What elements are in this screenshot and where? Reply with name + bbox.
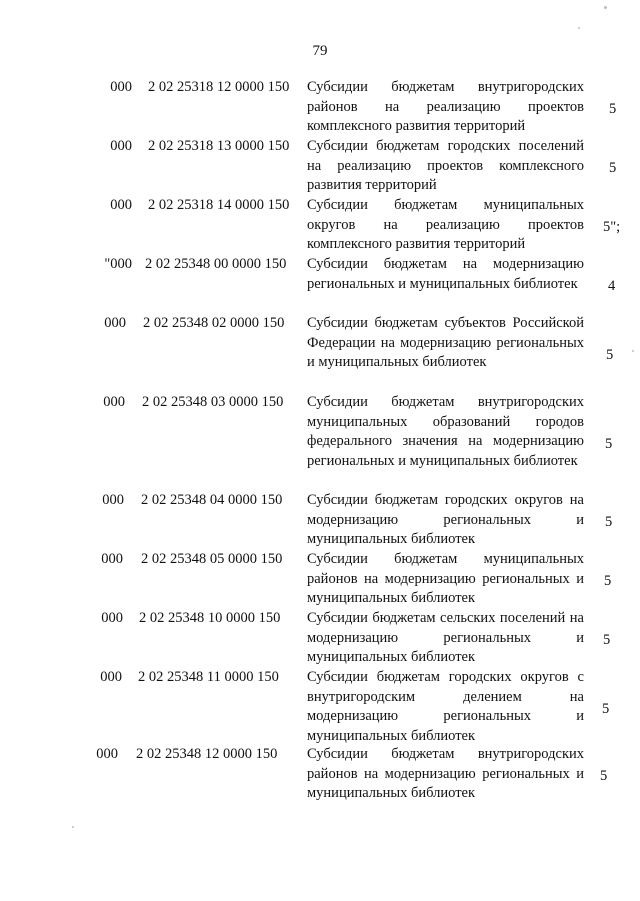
- admin-code: "000: [104, 256, 132, 272]
- budget-classification-code: 2 02 25348 04 0000 150: [141, 492, 283, 508]
- budget-classification-code: 2 02 25348 02 0000 150: [143, 315, 285, 331]
- value-cell: 5: [605, 436, 613, 452]
- value-cell: 4: [608, 278, 616, 294]
- revenue-name: Субсидии бюджетам внутригородских районов на модернизацию региональных и муниципальных библиотек: [307, 746, 584, 801]
- budget-classification-code: 2 02 25348 05 0000 150: [141, 551, 283, 567]
- value-cell: 5: [602, 701, 610, 717]
- value-cell: 5: [604, 573, 612, 589]
- admin-code: 000: [101, 610, 123, 626]
- budget-classification-code: 2 02 25318 14 0000 150: [148, 197, 290, 213]
- budget-classification-code: 2 02 25348 03 0000 150: [142, 394, 284, 410]
- admin-code: 000: [110, 138, 132, 154]
- scan-speck: [578, 27, 580, 29]
- admin-code: 000: [101, 551, 123, 567]
- admin-code: 000: [103, 394, 125, 410]
- value-cell: 5: [609, 160, 617, 176]
- value-cell: 5: [606, 347, 614, 363]
- value-cell: 5: [609, 101, 617, 117]
- value-cell: 5: [603, 632, 611, 648]
- value-cell: 5: [600, 768, 608, 784]
- page-number: 79: [312, 43, 328, 59]
- admin-code: 000: [102, 492, 124, 508]
- budget-classification-code: 2 02 25348 10 0000 150: [139, 610, 281, 626]
- revenue-name: Субсидии бюджетам сельских поселений на модернизацию региональных и муниципальных библиотек: [307, 610, 584, 665]
- value-cell: 5: [605, 514, 613, 530]
- admin-code: 000: [96, 746, 118, 762]
- admin-code: 000: [110, 79, 132, 95]
- budget-classification-code: 2 02 25318 12 0000 150: [148, 79, 290, 95]
- budget-classification-code: 2 02 25318 13 0000 150: [148, 138, 290, 154]
- revenue-name: Субсидии бюджетам городских округов на модернизацию региональных и муниципальных библиотек: [307, 492, 584, 547]
- revenue-name: Субсидии бюджетам муниципальных округов на реализацию проектов комплексного развития территорий: [307, 197, 584, 252]
- scan-speck: [604, 6, 607, 9]
- revenue-name: Субсидии бюджетам муниципальных районов на модернизацию региональных и муниципальных библиотек: [307, 551, 584, 606]
- budget-classification-code: 2 02 25348 00 0000 150: [145, 256, 287, 272]
- budget-classification-code: 2 02 25348 12 0000 150: [136, 746, 278, 762]
- revenue-name: Субсидии бюджетам внутригородских муниципальных образований городов федерального значения на модернизацию региональных и муниципальных библиотек: [307, 394, 584, 469]
- value-cell: 5";: [603, 219, 621, 235]
- revenue-name: Субсидии бюджетам городских поселений на реализацию проектов комплексного развития территорий: [307, 138, 584, 193]
- revenue-name: Субсидии бюджетам внутригородских районов на реализацию проектов комплексного развития территорий: [307, 79, 584, 134]
- revenue-name: Субсидии бюджетам городских округов с внутригородским делением на модернизацию региональных и муниципальных библиотек: [307, 669, 584, 744]
- revenue-name: Субсидии бюджетам субъектов Российской Федерации на модернизацию региональных и муниципальных библиотек: [307, 315, 584, 370]
- scan-speck: [632, 350, 634, 352]
- admin-code: 000: [104, 315, 126, 331]
- admin-code: 000: [110, 197, 132, 213]
- admin-code: 000: [100, 669, 122, 685]
- scan-speck: [72, 826, 74, 828]
- budget-classification-code: 2 02 25348 11 0000 150: [138, 669, 279, 685]
- revenue-name: Субсидии бюджетам на модернизацию региональных и муниципальных библиотек: [307, 256, 584, 292]
